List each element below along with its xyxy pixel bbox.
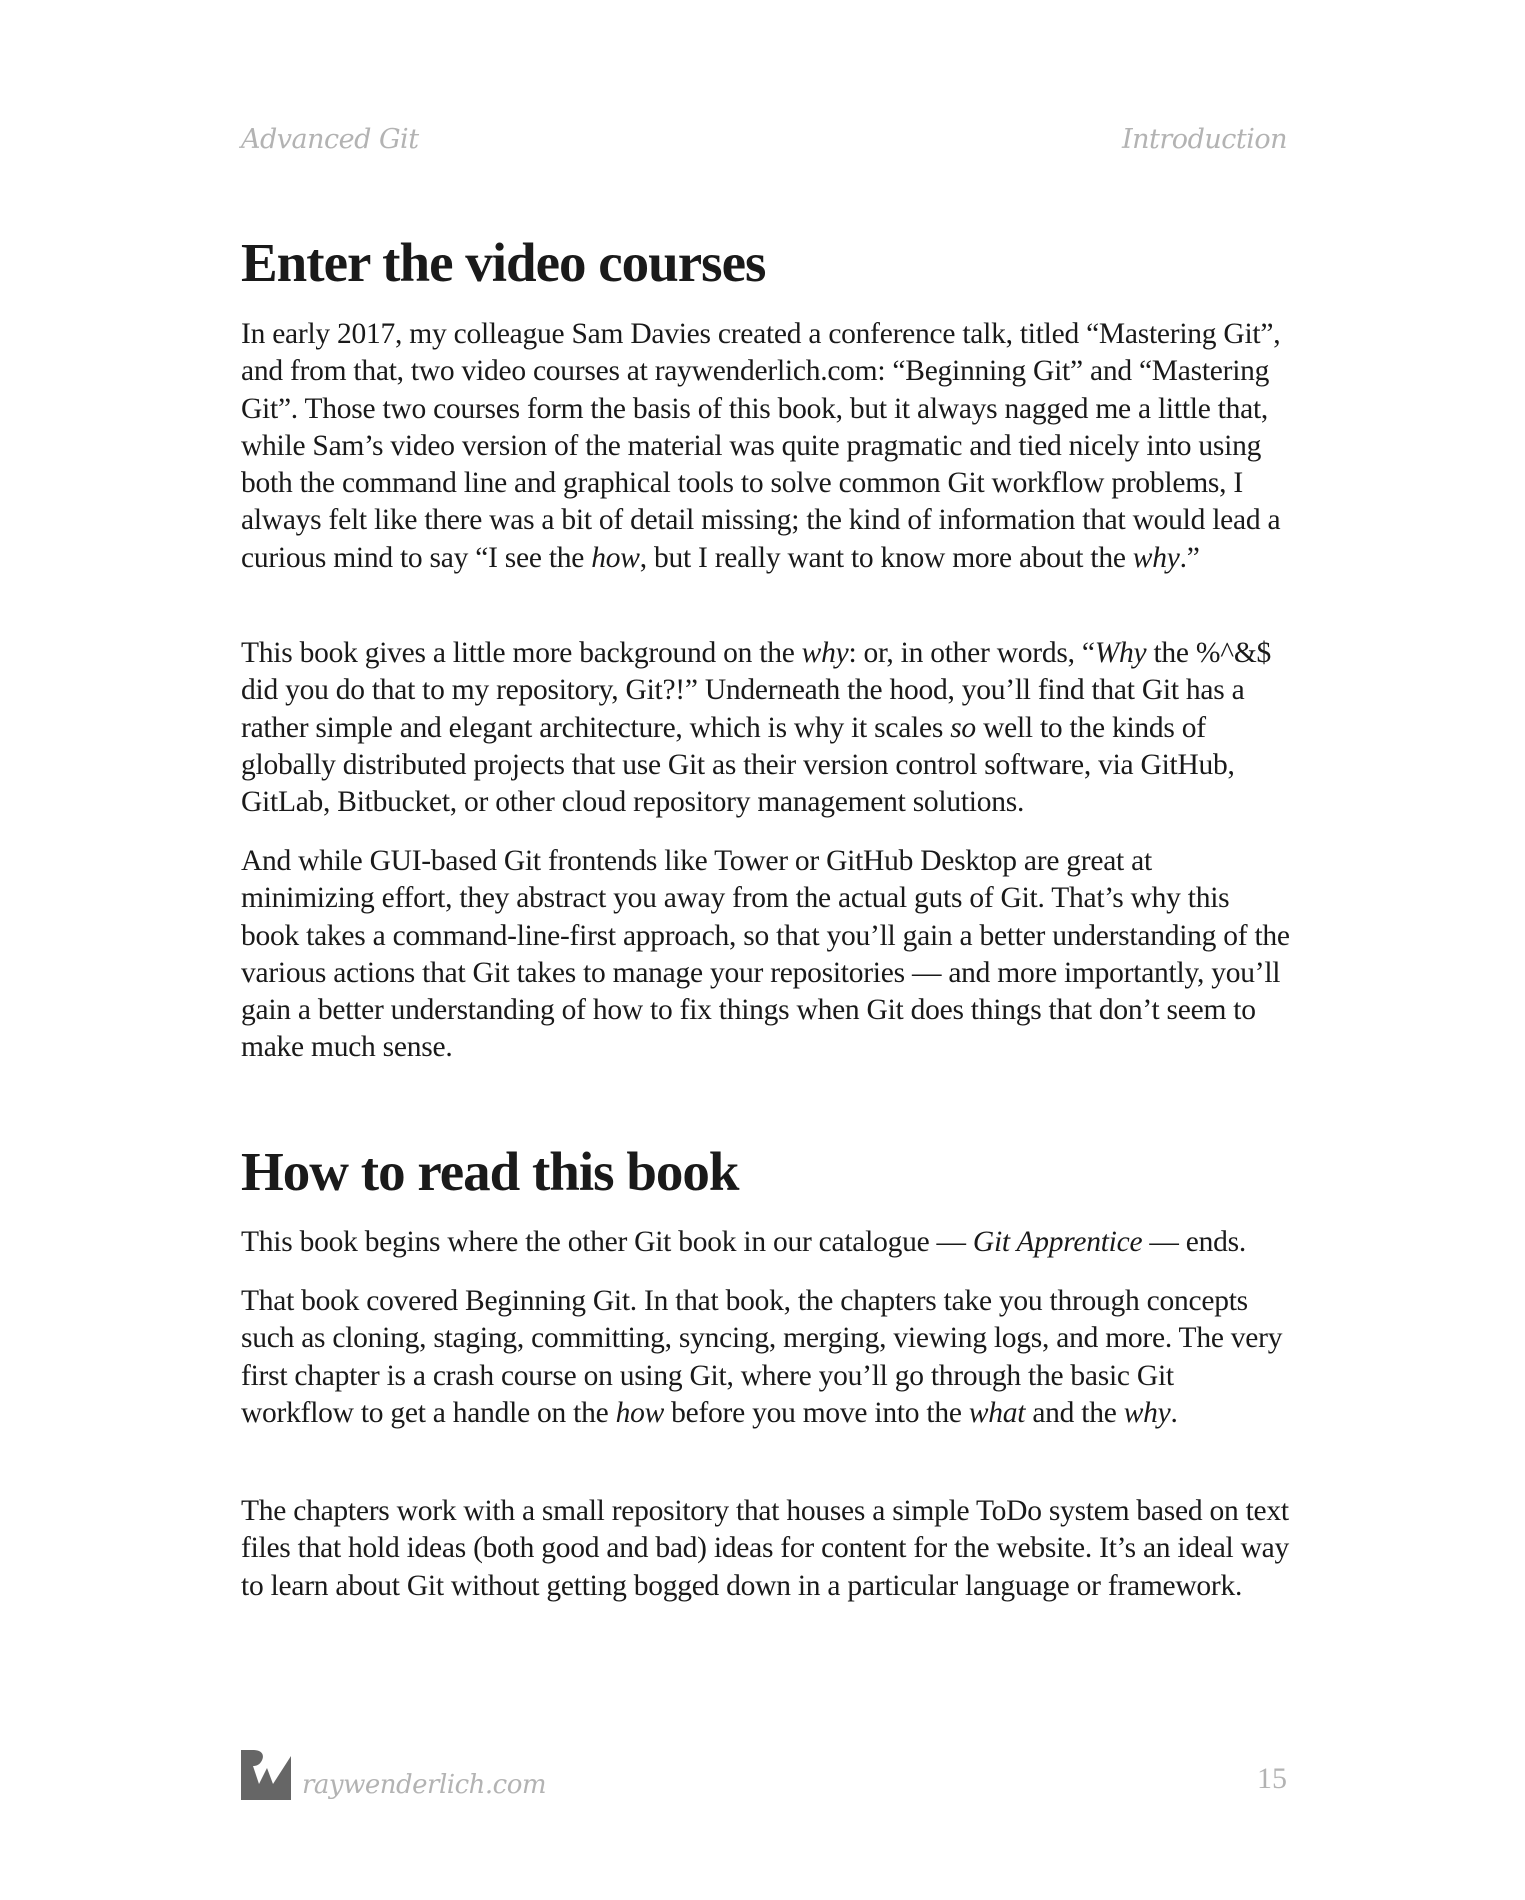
text-run: This book begins where the other Git book in our catalogue — [241,1226,973,1258]
text-run: In early 2017, my colleague Sam Davies created a conference talk, titled “Mastering Git”, and from that, two video courses at raywenderlich.com: “Beginning Git” and “Mastering Git”. Those two courses form the basis of this book, but it always nagged me a little that, while Sam’s video version of the material was quite pragmatic and tied nicely into using both the command line and graphical tools to solve common Git workflow problems, I always felt like there was a bit of detail missing; the kind of information that would lead a curious mind to say “I see the [241,318,1281,574]
text-run: — ends. [1142,1226,1246,1258]
text-run: And while GUI-based Git frontends like Tower or GitHub Desktop are great at minimizing effort, they abstract you away from the actual guts of Git. That’s why this book takes a command-line-first approach, so that you’ll gain a better understanding of the various actions that Git takes to manage your repositories — and more importantly, you’ll gain a better understanding of how to fix things when Git does things that don’t seem to make much sense. [241,845,1290,1064]
emphasis-text: Git Apprentice [972,1226,1143,1258]
text-run: . [1170,1396,1178,1429]
raywenderlich-logo-icon [241,1750,291,1800]
running-head-book-title: Advanced Git [241,124,419,155]
text-run: The chapters work with a small repository that houses a simple ToDo system based on text files that hold ideas (both good and bad) ideas for content for the website. It’s an ideal way to learn about Git without getting bogged down in a particular language or framework. [241,1495,1290,1602]
text-run: .” [1179,541,1200,574]
paragraph [241,843,1291,1067]
text-run: before you move into the [664,1396,969,1429]
emphasis-text: Why [1094,637,1147,669]
page-number: 15 [1257,1762,1287,1795]
paragraph [241,316,1291,577]
emphasis-text: what [968,1396,1026,1429]
text-run: well to the kinds of globally distributed projects that use Git as their version control software, via GitHub, GitLab, Bitbucket, or other cloud repository management solutions. [241,711,1235,819]
text-run: That book covered Beginning Git. In that book, the chapters take you through concepts such as cloning, staging, committing, syncing, merging, viewing logs, and more. The very first chapter is a crash course on using Git, where you’ll go through the basic Git workflow to get a handle on the [241,1285,1283,1429]
running-head-chapter-title: Introduction [1122,124,1287,155]
paragraph [241,635,1291,821]
emphasis-text: why [1123,1396,1171,1429]
text-run: and the [1025,1396,1124,1429]
text-run: : or, in other words, “ [848,637,1095,669]
emphasis-text: why [801,637,849,669]
footer-site-name: raywenderlich.com [302,1770,547,1800]
text-run: , but I really want to know more about the [639,541,1133,574]
emphasis-text: how [615,1396,665,1429]
emphasis-text: so [950,711,976,744]
emphasis-text: how [591,541,640,574]
text-run: the %^&$ did you do that to my repository, Git?!” Underneath the hood, you’ll find that Git has a rather simple and elegant architecture, which is why it scales [241,637,1272,744]
paragraph [241,1493,1291,1605]
paragraph [241,1224,1291,1261]
section-heading-how-to-read: How to read this book [241,1141,739,1202]
paragraph [241,1283,1291,1432]
text-run: This book gives a little more background on the [241,637,802,669]
emphasis-text: why [1132,541,1180,574]
section-heading-video-courses: Enter the video courses [241,232,766,293]
